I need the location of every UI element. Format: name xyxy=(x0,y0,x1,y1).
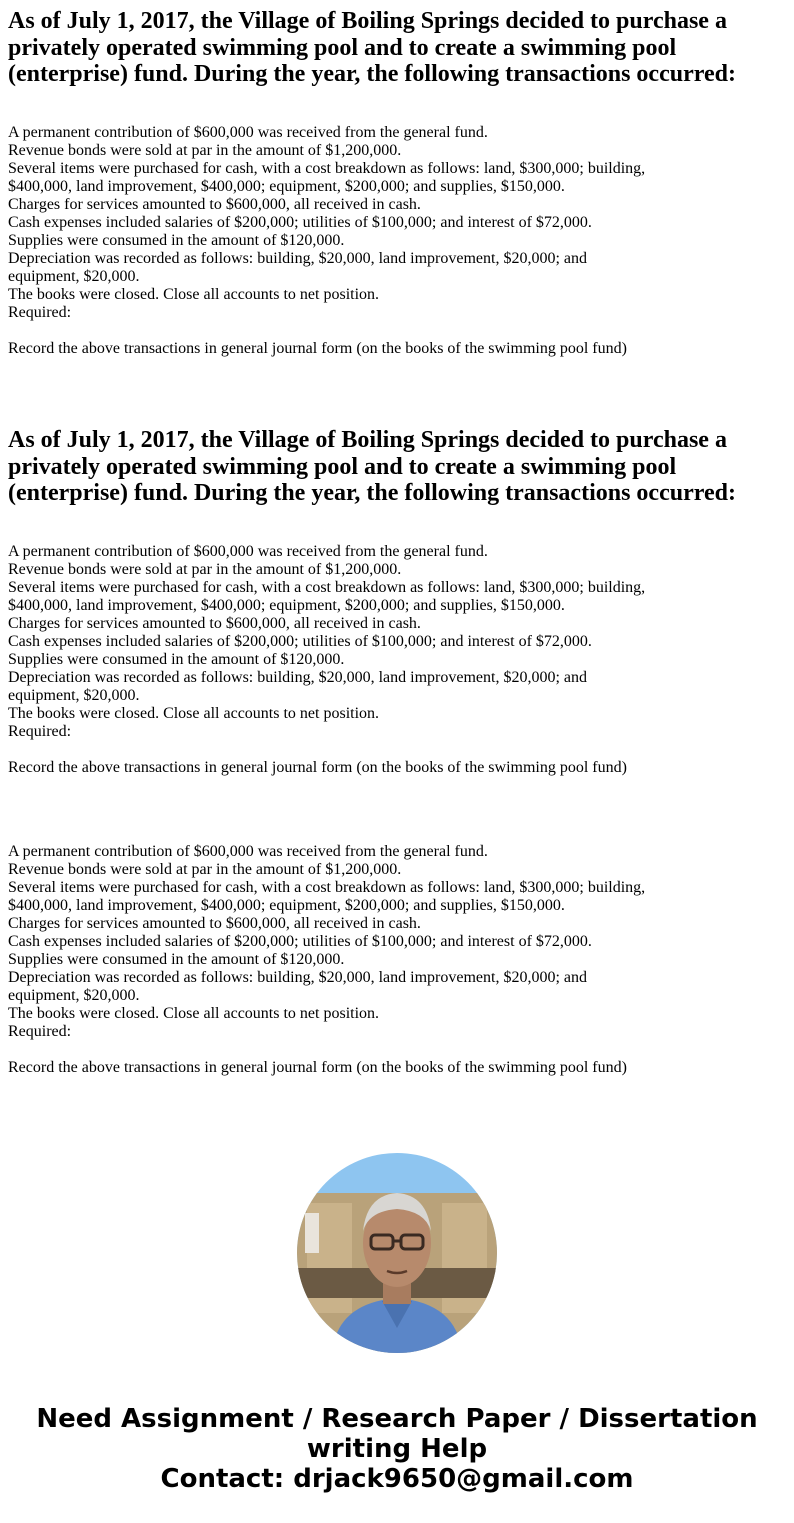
title-line: As of July 1, 2017, the Village of Boiling Springs decided to purchase a xyxy=(8,427,727,453)
transactions-block-2 xyxy=(8,543,778,777)
transaction-line: Charges for services amounted to $600,000, all received in cash. xyxy=(8,196,421,213)
transaction-line: Revenue bonds were sold at par in the amount of $1,200,000. xyxy=(8,561,402,578)
transaction-line: Revenue bonds were sold at par in the amount of $1,200,000. xyxy=(8,861,402,878)
transactions-block-3 xyxy=(8,843,778,1077)
required-label: Required: xyxy=(8,1023,72,1040)
transaction-line: A permanent contribution of $600,000 was received from the general fund. xyxy=(8,543,488,560)
transaction-line: Charges for services amounted to $600,000, all received in cash. xyxy=(8,915,421,932)
transaction-line: Depreciation was recorded as follows: building, $20,000, land improvement, $20,000; and xyxy=(8,250,587,267)
transaction-line: Supplies were consumed in the amount of $120,000. xyxy=(8,951,345,968)
transaction-line: Revenue bonds were sold at par in the amount of $1,200,000. xyxy=(8,142,402,159)
instruction-text: Record the above transactions in general journal form (on the books of the swimming pool fund) xyxy=(8,340,627,357)
transaction-line: The books were closed. Close all accounts to net position. xyxy=(8,1005,380,1022)
transaction-line: equipment, $20,000. xyxy=(8,687,140,704)
person-portrait-icon xyxy=(297,1153,497,1353)
title-line: (enterprise) fund. During the year, the following transactions occurred: xyxy=(8,480,736,506)
help-contact-footer xyxy=(0,1404,794,1494)
transaction-line: Depreciation was recorded as follows: building, $20,000, land improvement, $20,000; and xyxy=(8,669,587,686)
transaction-line: Supplies were consumed in the amount of $120,000. xyxy=(8,232,345,249)
title-line: privately operated swimming pool and to create a swimming pool xyxy=(8,453,677,480)
transaction-line: Cash expenses included salaries of $200,000; utilities of $100,000; and interest of $72,000. xyxy=(8,633,592,650)
instruction-text: Record the above transactions in general journal form (on the books of the swimming pool fund) xyxy=(8,759,627,776)
transaction-line: Cash expenses included salaries of $200,000; utilities of $100,000; and interest of $72,000. xyxy=(8,933,592,950)
transaction-line: equipment, $20,000. xyxy=(8,987,140,1004)
transaction-line: Supplies were consumed in the amount of $120,000. xyxy=(8,651,345,668)
transaction-line: Cash expenses included salaries of $200,000; utilities of $100,000; and interest of $72,000. xyxy=(8,214,592,231)
instruction-text: Record the above transactions in general journal form (on the books of the swimming pool fund) xyxy=(8,1059,627,1076)
transaction-line: The books were closed. Close all accounts to net position. xyxy=(8,705,380,722)
required-label: Required: xyxy=(8,304,72,321)
footer-line: writing Help xyxy=(306,1434,488,1464)
transaction-line: $400,000, land improvement, $400,000; equipment, $200,000; and supplies, $150,000. xyxy=(8,597,565,614)
avatar xyxy=(297,1153,497,1353)
question-title-1 xyxy=(8,8,778,88)
transaction-line: equipment, $20,000. xyxy=(8,268,140,285)
transaction-line: Charges for services amounted to $600,000, all received in cash. xyxy=(8,615,421,632)
transaction-line: $400,000, land improvement, $400,000; equipment, $200,000; and supplies, $150,000. xyxy=(8,897,565,914)
transaction-line: Depreciation was recorded as follows: building, $20,000, land improvement, $20,000; and xyxy=(8,969,587,986)
transaction-line: Several items were purchased for cash, with a cost breakdown as follows: land, $300,000; building, xyxy=(8,579,646,596)
transaction-line: Several items were purchased for cash, with a cost breakdown as follows: land, $300,000; building, xyxy=(8,879,646,896)
question-title-2 xyxy=(8,427,778,507)
contact-email[interactable]: Contact: drjack9650@gmail.com xyxy=(160,1464,634,1494)
title-line: As of July 1, 2017, the Village of Boiling Springs decided to purchase a xyxy=(8,8,727,34)
transaction-line: The books were closed. Close all accounts to net position. xyxy=(8,286,380,303)
transaction-line: A permanent contribution of $600,000 was received from the general fund. xyxy=(8,124,488,141)
title-line: (enterprise) fund. During the year, the following transactions occurred: xyxy=(8,61,736,87)
footer-line: Need Assignment / Research Paper / Dissertation xyxy=(36,1404,758,1434)
transactions-block-1 xyxy=(8,124,778,358)
transaction-line: $400,000, land improvement, $400,000; equipment, $200,000; and supplies, $150,000. xyxy=(8,178,565,195)
required-label: Required: xyxy=(8,723,72,740)
transaction-line: A permanent contribution of $600,000 was received from the general fund. xyxy=(8,843,488,860)
transaction-line: Several items were purchased for cash, with a cost breakdown as follows: land, $300,000; building, xyxy=(8,160,646,177)
title-line: privately operated swimming pool and to create a swimming pool xyxy=(8,34,677,61)
